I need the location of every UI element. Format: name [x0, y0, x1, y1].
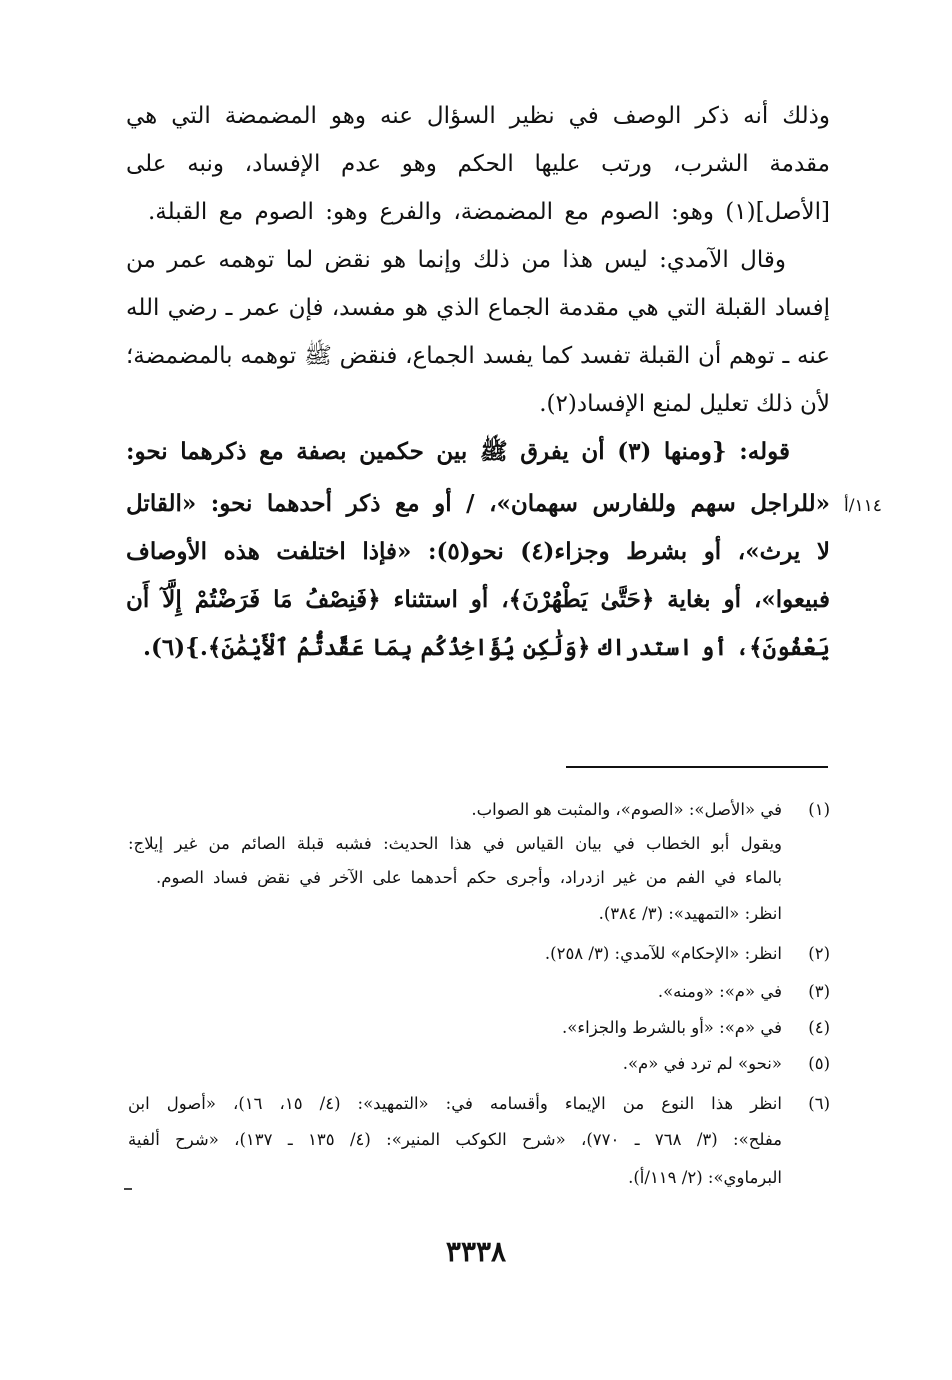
footnote-text: البرماوي»: (٢/ ١١٩/أ).	[628, 1168, 782, 1187]
body-line-4: وقال الآمدي: ليس هذا من ذلك وإنما هو نقض لما توهمه عمر من	[126, 247, 786, 273]
footnote-separator	[566, 766, 828, 768]
body-line-10: لا يرث»، أو بشرط وجزاء(٤) نحو(٥): «فإذا اختلفت هذه الأوصاف	[126, 538, 831, 565]
footnote-number: (٥)	[808, 1054, 830, 1073]
footnote-text: في «الأصل»: «الصوم»، والمثبت هو الصواب.	[471, 800, 782, 819]
body-line-9: «للراجل سهم وللفارس سهمان»، / أو مع ذكر أحدهما نحو: «القاتل	[126, 490, 830, 517]
body-line-2: مقدمة الشرب، ورتب عليها الحكم وهو عدم الإفساد، ونبه على	[126, 151, 830, 177]
footnote-number: (٦)	[808, 1094, 830, 1113]
footnote-number: (٤)	[808, 1018, 830, 1037]
body-line-3: [الأصل](١) وهو: الصوم مع المضمضة، والفرع وهو: الصوم مع القبلة.	[148, 199, 830, 225]
page-number: ٣٣٣٨	[445, 1235, 507, 1268]
body-line-12: يَعْفُونَ﴾، أو استدراك ﴿وَلَٰكِن يُؤَاخِذُكُم بِمَا عَقَّدتُّمُ ٱلْأَيْمَٰنَ﴾.}(٦).	[143, 634, 830, 661]
margin-folio-note: ١١٤/أ	[844, 496, 882, 516]
footnote-text: مفلح»: (٣/ ٧٦٨ ـ ٧٧٠)، «شرح الكوكب المنير»: (٤/ ١٣٥ ـ ١٣٧)، «شرح ألفية	[128, 1130, 783, 1149]
body-line-6: عنه ـ توهم أن القبلة تفسد كما يفسد الجماع، فنقض ﷺ توهمه بالمضمضة؛	[126, 343, 830, 369]
body-line-11: فبيعوا»، أو بغاية ﴿حَتَّىٰ يَطْهُرْنَ﴾، أو استثناء ﴿فَنِصْفُ مَا فَرَضْتُمْ إِلَّآ أَن	[126, 586, 830, 613]
footnote-text: «نحو» لم ترد في «م».	[622, 1054, 782, 1073]
footnote-text: انظر: «التمهيد»: (٣/ ٣٨٤).	[598, 904, 782, 923]
body-line-1: وذلك أنه ذكر الوصف في نظير السؤال عنه وهو المضمضة التي هي	[126, 103, 830, 129]
footnote-text: انظر: «الإحكام» للآمدي: (٣/ ٢٥٨).	[544, 944, 782, 963]
body-line-8: قوله: {ومنها (٣) أن يفرق ﷺ بين حكمين بصفة مع ذكرهما نحو:	[126, 438, 790, 465]
margin-dash-mark	[124, 1188, 132, 1190]
footnote-number: (٣)	[808, 982, 830, 1001]
footnote-text: بالماء في الفم من غير ازدراد، وأجرى حكم أحدهما على الآخر في نقض فساد الصوم.	[156, 868, 782, 887]
body-line-5: إفساد القبلة التي هي مقدمة الجماع الذي هو مفسد، فإن عمر ـ رضي الله	[126, 295, 830, 321]
footnote-text: في «م»: «أو بالشرط والجزاء».	[562, 1018, 782, 1037]
body-line-7: لأن ذلك تعليل لمنع الإفساد(٢).	[539, 391, 830, 417]
footnote-text: انظر هذا النوع من الإيماء وأقسامه في: «التمهيد»: (٤/ ١٥، ١٦)، «أصول ابن	[128, 1094, 782, 1113]
footnote-number: (١)	[808, 800, 830, 819]
footnote-text: ويقول أبو الخطاب في بيان القياس في هذا الحديث: فشبه قبلة الصائم من غير إيلاج:	[128, 834, 782, 853]
footnote-text: في «م»: «ومنه».	[657, 982, 782, 1001]
footnote-number: (٢)	[808, 944, 830, 963]
